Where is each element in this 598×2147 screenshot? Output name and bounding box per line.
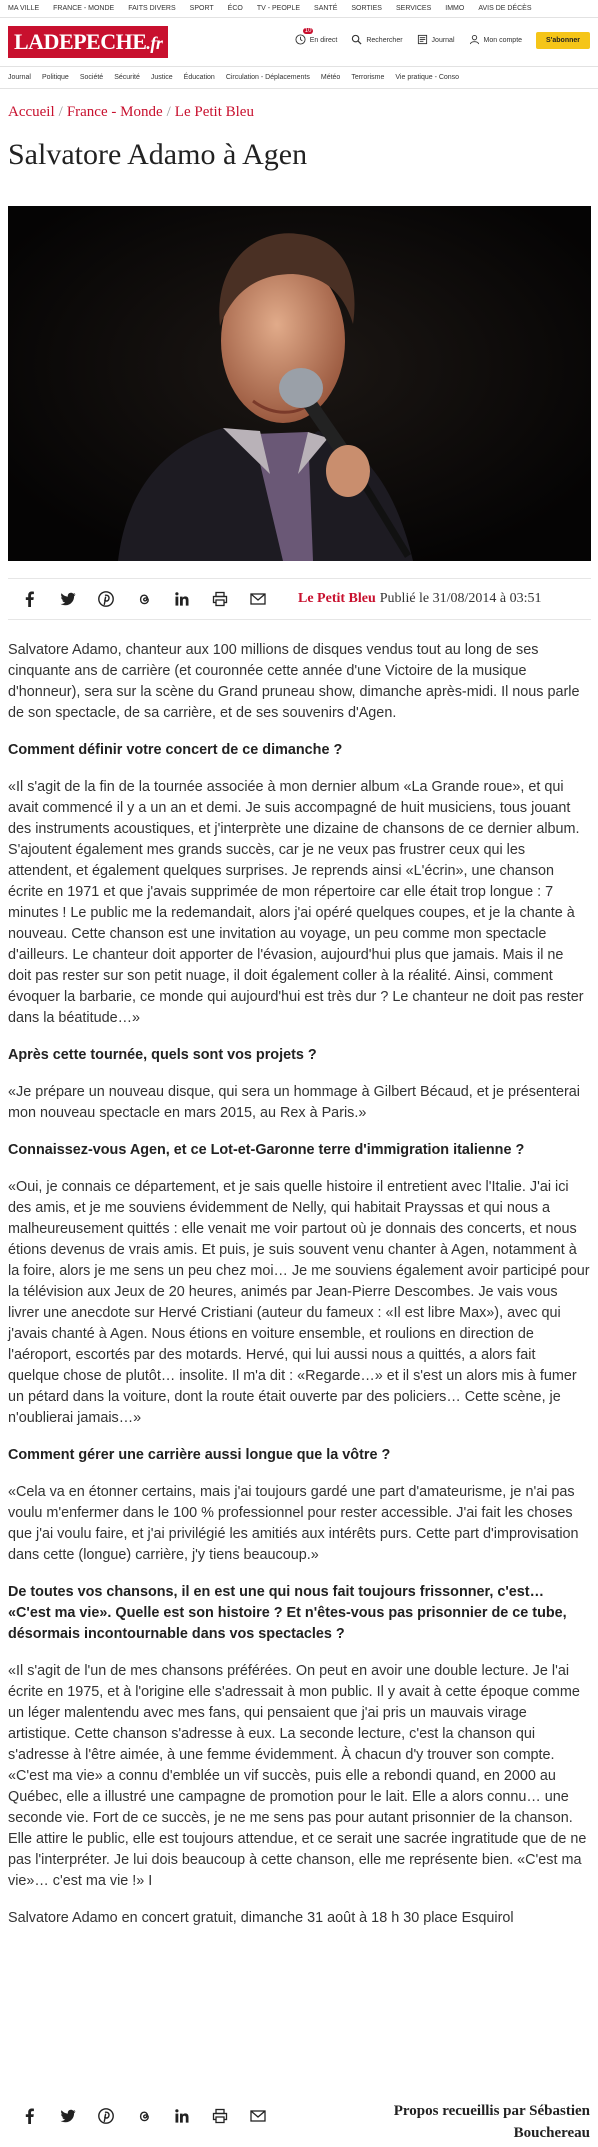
facebook-icon[interactable] [22, 2108, 38, 2124]
header-actions [295, 28, 590, 49]
secnav-item-journal[interactable]: Journal [8, 74, 31, 81]
breadcrumb [8, 104, 254, 121]
topnav-item-services[interactable]: SERVICES [395, 5, 432, 12]
print-icon[interactable] [212, 591, 228, 607]
topnav-item-sport[interactable]: SPORT [189, 5, 214, 12]
breadcrumb-subsection[interactable]: Le Petit Bleu [174, 104, 254, 120]
live-label: En direct [309, 37, 338, 44]
live-button[interactable] [295, 28, 338, 47]
breadcrumb-separator: / [166, 104, 171, 120]
article-source[interactable]: Le Petit Bleu [298, 591, 376, 606]
bottom-share-icons [22, 2108, 266, 2124]
secnav-item-politique[interactable]: Politique [41, 74, 69, 81]
live-count-badge: 10 [304, 28, 312, 34]
topnav-item-ma-ville[interactable]: MA VILLE [8, 5, 40, 12]
interview-question: Comment gérer une carrière aussi longue que la vôtre ? [8, 1447, 391, 1463]
secnav-item-terrorisme[interactable]: Terrorisme [351, 74, 385, 81]
top-navigation [0, 0, 598, 18]
topnav-item-eco[interactable]: ÉCO [227, 5, 243, 12]
topnav-item-faits-divers[interactable]: FAITS DIVERS [128, 5, 176, 12]
logo-name: LADEPECHE [14, 29, 147, 54]
topnav-item-sorties[interactable]: SORTIES [351, 5, 382, 12]
section-navigation [0, 67, 598, 89]
article-title: Salvatore Adamo à Agen [8, 138, 308, 171]
secnav-item-justice[interactable]: Justice [150, 74, 173, 81]
account-label: Mon compte [483, 37, 523, 44]
secnav-item-societe[interactable]: Société [79, 74, 104, 81]
breadcrumb-home[interactable]: Accueil [8, 104, 55, 120]
journal-button[interactable] [417, 34, 455, 47]
signature-line: Bouchereau [513, 2125, 590, 2141]
author-signature [394, 2100, 590, 2144]
share-icons [8, 591, 266, 607]
subscribe-button[interactable]: S'abonner [536, 32, 590, 49]
interview-question: Après cette tournée, quels sont vos projets ? [8, 1047, 317, 1063]
article-intro: Salvatore Adamo, chanteur aux 100 millions de disques vendus tout au long de ses cinquante ans de carrière (et couronnée cette année d'une Victoire de la musique d'honneur), sera sur la scène du Grand pruneau show, dimanche après-midi. Il nous parle de son spectacle, de sa carrière, et de ses souvenirs d'Agen. [8, 642, 580, 721]
search-button[interactable] [351, 34, 402, 47]
interview-question: De toutes vos chansons, il en est une qui nous fait toujours frissonner, c'est… «C'est ma vie». Quelle est son histoire ? Et n'êtes-vous pas prisonnier de ce tube, désormais incontournable dans vos spectacles ? [8, 1584, 567, 1642]
secnav-item-meteo[interactable]: Météo [320, 74, 341, 81]
linkedin-icon[interactable] [174, 591, 190, 607]
topnav-item-sante[interactable]: SANTÉ [314, 5, 338, 12]
topnav-item-france-monde[interactable]: FRANCE - MONDE [53, 5, 115, 12]
topnav-item-tv-people[interactable]: TV - PEOPLE [256, 5, 301, 12]
publication-date: Publié le 31/08/2014 à 03:51 [379, 591, 542, 606]
interview-answer: «Oui, je connais ce département, et je sais quelle histoire il entretient avec l'Italie. J'ai ici des amis, et je me souviens évidemment de Nelly, qui habitait Prayssas et qui nous a malheureusement quittés : elle venait me voir partout où je donnais des concerts, et nous étions devenus de vrais amis. Et puis, je suis souvent venu chanter à Agen, notamment à la foire, alors je me sens un peu chez moi… Je me souviens également avoir participé pour la télévision aux Jeux de 20 heures, animés par Jean-Pierre Descombes. Je vais vous livrer une anecdote sur Hervé Cristiani (auteur du fameux : «Il est libre Max»), avec qui j'avais chanté à Agen. Nous étions en voiture ensemble, et roulions en direction de l'aéroport, escortés par des motards. Hervé, qui lui aussi nous a quittés, a alors fait quelque chose de plutôt… insolite. Il m'a dit : «Regarde…» et il s'est un alors mis à fumer un pétard dans la voiture, dont la route était ouverte par des policiers… Cette scène, je n'oublierai jamais…» [8, 1179, 590, 1426]
site-logo[interactable] [8, 26, 168, 58]
concert-info: Salvatore Adamo en concert gratuit, dimanche 31 août à 18 h 30 place Esquirol [8, 1910, 514, 1926]
secnav-item-circulation[interactable]: Circulation - Déplacements [225, 74, 310, 81]
interview-answer: «Il s'agit de la fin de la tournée associée à mon dernier album «La Grande roue», et qui avait commencé il y a un an et demi. Je suis accompagné de huit musiciens, tous jouant des instruments acoustiques, et j'interprète une dizaine de chansons de ce dernier album. S'ajoutent également mes grands succès, car je ne veux pas frustrer ceux qui les attendent, et également quelques surprises. Je reprends ainsi «L'écrin», une chanson écrite en 1971 et que j'avais supprimée de mon répertoire car elle était trop longue : 7 minutes ! Le public me la redemandait, alors j'ai opéré quelques coupes, et je la chante à nouveau. Cette chanson est une invitation au voyage, un peu comme mon spectacle d'ailleurs. Le chanteur doit apporter de l'évasion, aujourd'hui plus que jamais. Mais il ne doit pas rester sur son petit nuage, il doit également coller à la réalité. Ainsi, comment évoquer la barbarie, ce monde qui aujourd'hui est très dur ? Le chanteur ne doit pas rester dans la béatitude…» [8, 779, 584, 1026]
interview-answer: «Cela va en étonner certains, mais j'ai toujours gardé une part d'amateurisme, je n'ai pas voulu m'enfermer dans le 100 % professionnel pour rester accessible. J'ai fait les choses que j'ai voulu faire, et j'ai privilégié les amitiés aux intérêts purs. Cette part d'improvisation dans cette (longue) carrière, j'y tiens beaucoup.» [8, 1484, 579, 1563]
article-body [8, 640, 590, 1945]
logo-tld: .fr [146, 33, 163, 53]
threads-icon[interactable] [136, 2108, 152, 2124]
live-icon [295, 34, 306, 47]
interview-question: Comment définir votre concert de ce dimanche ? [8, 742, 343, 758]
facebook-icon[interactable] [22, 591, 38, 607]
user-icon [469, 34, 480, 47]
signature-line: Propos recueillis par Sébastien [393, 2103, 590, 2119]
secnav-item-vie-pratique[interactable]: Vie pratique - Conso [395, 74, 460, 81]
article-photo [8, 206, 591, 561]
topnav-item-immo[interactable]: IMMO [445, 5, 465, 12]
interview-answer: «Il s'agit de l'un de mes chansons préférées. On peut en avoir une double lecture. Je l'ai écrite en 1975, et à l'origine elle s'adressait à mon public. Il y avait à cette époque comme un léger malentendu avec mes fans, qui pensaient que j'ai pris un mauvais virage artistique. Cette chanson s'adresse à eux. La seconde lecture, c'est la chanson qui s'adresse à l'être aimée, à une femme évidemment. À chacun d'y trouver son compte. «C'est ma vie» a connu d'emblée un vif succès, puis elle a rebondi quand, en 2000 au Québec, elle a illustré une campagne de promotion pour le lait. Elle a alors connu… une seconde vie. Fort de ce succès, je ne me sens pas pour autant prisonnier de la chanson. Elle attire le public, elle est toujours attendue, et ce serait une sacrée ingratitude que de ne pas l'interpréter. Je lui dois beaucoup à cette chanson, elle me représente bien. «C'est ma vie»… c'est ma vie !» I [8, 1663, 587, 1889]
secnav-item-securite[interactable]: Sécurité [114, 74, 140, 81]
linkedin-icon[interactable] [174, 2108, 190, 2124]
interview-answer: «Je prépare un nouveau disque, qui sera un hommage à Gilbert Bécaud, et je présenterai mon nouveau spectacle en mars 2015, au Rex à Paris.» [8, 1084, 580, 1121]
breadcrumb-section[interactable]: France - Monde [66, 104, 163, 120]
search-label: Rechercher [366, 37, 403, 44]
topnav-item-avis-de-deces[interactable]: AVIS DE DÉCÈS [478, 5, 532, 12]
twitter-icon[interactable] [60, 2108, 76, 2124]
threads-icon[interactable] [136, 591, 152, 607]
twitter-icon[interactable] [60, 591, 76, 607]
secnav-item-education[interactable]: Éducation [183, 74, 215, 81]
account-button[interactable] [469, 34, 523, 47]
interview-question: Connaissez-vous Agen, et ce Lot-et-Garonne terre d'immigration italienne ? [8, 1142, 525, 1158]
email-icon[interactable] [250, 591, 266, 607]
email-icon[interactable] [250, 2108, 266, 2124]
breadcrumb-separator: / [58, 104, 63, 120]
search-icon [351, 34, 362, 47]
print-icon[interactable] [212, 2108, 228, 2124]
pinterest-icon[interactable] [98, 591, 114, 607]
site-header [0, 18, 598, 67]
newspaper-icon [417, 34, 428, 47]
share-bar [8, 578, 591, 620]
pinterest-icon[interactable] [98, 2108, 114, 2124]
journal-label: Journal [431, 37, 455, 44]
